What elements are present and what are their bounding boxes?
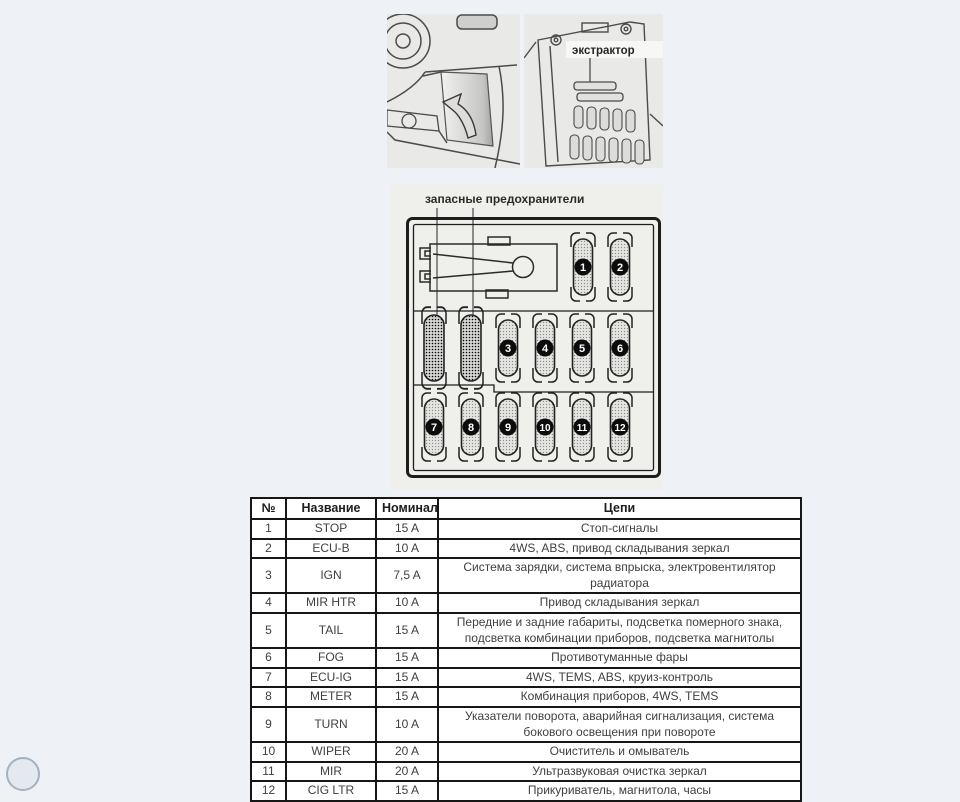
- cell-name: TURN: [286, 707, 376, 742]
- fuse-8: [459, 393, 483, 461]
- cell-rating: 15 A: [376, 519, 438, 539]
- cell-num: 8: [251, 687, 286, 707]
- spare-fuse-2: [459, 307, 483, 389]
- table-row: [251, 593, 801, 613]
- fusebox-location-illustration: [524, 14, 663, 168]
- fuse-number: 3: [504, 342, 512, 355]
- cell-circuits: Передние и задние габариты, подсветка померного знака, подсветка комбинации приборов, подсветка магнитолы: [438, 613, 801, 648]
- table-row: [251, 648, 801, 668]
- fuse-layout-diagram: [390, 185, 663, 490]
- fuse-number: 5: [578, 342, 586, 355]
- cell-name: METER: [286, 687, 376, 707]
- cell-name: CIG LTR: [286, 781, 376, 801]
- table-row: [251, 558, 801, 593]
- fuse-7: [422, 393, 446, 461]
- cell-circuits: Стоп-сигналы: [438, 519, 801, 539]
- dashboard-cover-illustration: [387, 14, 520, 168]
- header-num: №: [251, 498, 286, 519]
- cell-circuits: Прикуриватель, магнитола, часы: [438, 781, 801, 801]
- fuse-number: 2: [616, 261, 624, 274]
- cell-num: 12: [251, 781, 286, 801]
- fuse-11: [570, 393, 594, 461]
- fuse-4: [533, 314, 557, 382]
- fuse-number: 9: [504, 421, 512, 434]
- table-header-row: [251, 498, 801, 519]
- cell-name: ECU-IG: [286, 668, 376, 688]
- extractor-label: экстрактор: [572, 45, 635, 57]
- cell-circuits: Ультразвуковая очистка зеркал: [438, 762, 801, 782]
- cell-num: 6: [251, 648, 286, 668]
- table-row: [251, 781, 801, 801]
- fuse-1: [571, 233, 595, 301]
- cell-name: FOG: [286, 648, 376, 668]
- cell-circuits: Комбинация приборов, 4WS, TEMS: [438, 687, 801, 707]
- fuse-12: [608, 393, 632, 461]
- cell-rating: 15 A: [376, 781, 438, 801]
- cell-name: WIPER: [286, 742, 376, 762]
- fuse-5: [570, 314, 594, 382]
- cell-rating: 20 A: [376, 742, 438, 762]
- fuse-number: 11: [576, 422, 588, 434]
- cell-name: STOP: [286, 519, 376, 539]
- cell-num: 5: [251, 613, 286, 648]
- fuse-2: [608, 233, 632, 301]
- table-row: [251, 668, 801, 688]
- cell-rating: 20 A: [376, 762, 438, 782]
- cell-circuits: 4WS, TEMS, ABS, круиз-контроль: [438, 668, 801, 688]
- fuse-table: [250, 497, 802, 802]
- fuse-diagram-svg: [390, 185, 663, 490]
- header-name: Название: [286, 498, 376, 519]
- spare-fuses-label: запасные предохранители: [425, 192, 585, 206]
- cell-rating: 15 A: [376, 668, 438, 688]
- cell-name: TAIL: [286, 613, 376, 648]
- cell-rating: 7,5 A: [376, 558, 438, 593]
- cell-name: IGN: [286, 558, 376, 593]
- cell-rating: 15 A: [376, 687, 438, 707]
- table-row: [251, 613, 801, 648]
- table-row: [251, 539, 801, 559]
- cell-rating: 10 A: [376, 539, 438, 559]
- header-circuits: Цепи: [438, 498, 801, 519]
- cell-rating: 15 A: [376, 613, 438, 648]
- fuse-6: [608, 314, 632, 382]
- cell-name: MIR HTR: [286, 593, 376, 613]
- corner-watermark-icon: [6, 757, 40, 791]
- cell-circuits: Очиститель и омыватель: [438, 742, 801, 762]
- cell-num: 7: [251, 668, 286, 688]
- cell-num: 10: [251, 742, 286, 762]
- fuse-number: 10: [539, 422, 551, 434]
- cell-num: 11: [251, 762, 286, 782]
- cell-num: 1: [251, 519, 286, 539]
- cell-circuits: Привод складывания зеркал: [438, 593, 801, 613]
- cell-circuits: Противотуманные фары: [438, 648, 801, 668]
- cell-num: 2: [251, 539, 286, 559]
- fuse-number: 7: [430, 421, 438, 434]
- fuse-9: [496, 393, 520, 461]
- spare-fuse-1: [422, 307, 446, 389]
- fuse-number: 1: [579, 261, 587, 274]
- cell-num: 3: [251, 558, 286, 593]
- header-rating: Номинал: [376, 498, 438, 519]
- cell-circuits: Указатели поворота, аварийная сигнализация, система бокового освещения при повороте: [438, 707, 801, 742]
- fuse-10: [533, 393, 557, 461]
- fuse-number: 8: [467, 421, 475, 434]
- location-illustrations: [387, 14, 663, 168]
- fuse-3: [496, 314, 520, 382]
- cell-num: 9: [251, 707, 286, 742]
- cell-rating: 10 A: [376, 593, 438, 613]
- table-row: [251, 742, 801, 762]
- cell-num: 4: [251, 593, 286, 613]
- cell-circuits: Система зарядки, система впрыска, электровентилятор радиатора: [438, 558, 801, 593]
- cell-rating: 10 A: [376, 707, 438, 742]
- table-row: [251, 519, 801, 539]
- fuse-number: 4: [541, 342, 549, 355]
- cell-name: ECU-B: [286, 539, 376, 559]
- cell-circuits: 4WS, ABS, привод складывания зеркал: [438, 539, 801, 559]
- fuse-number: 12: [614, 422, 626, 434]
- table-row: [251, 687, 801, 707]
- table-row: [251, 707, 801, 742]
- fuse-number: 6: [616, 342, 624, 355]
- cell-name: MIR: [286, 762, 376, 782]
- cell-rating: 15 A: [376, 648, 438, 668]
